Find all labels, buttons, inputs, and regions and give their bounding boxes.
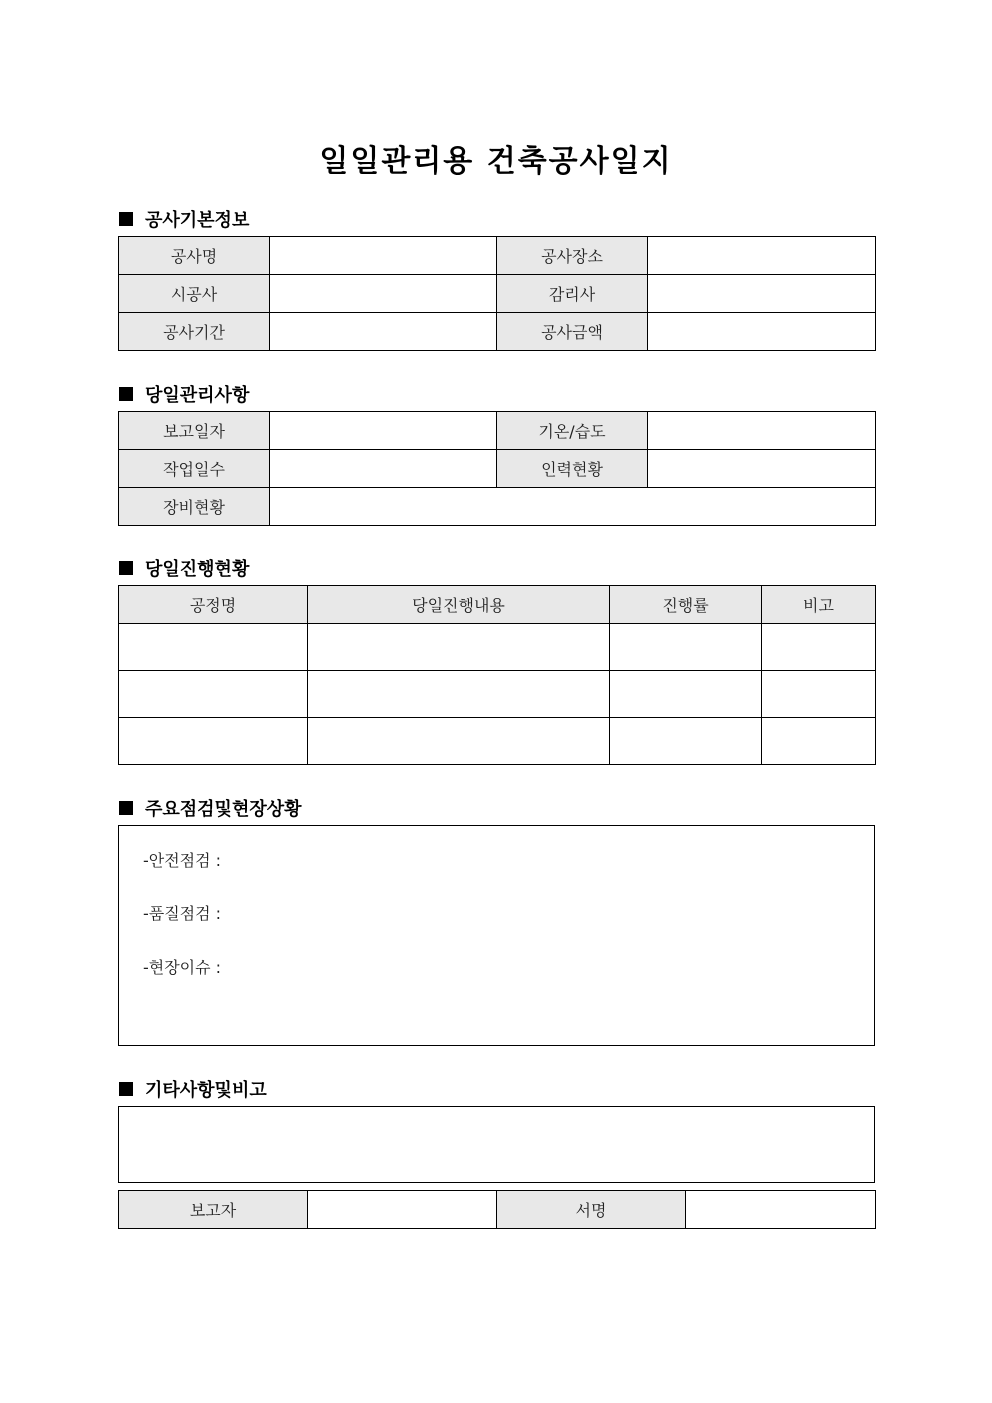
table-row xyxy=(119,275,876,313)
label-cell: 인력현황 xyxy=(497,450,648,488)
section-heading-label: 당일관리사항 xyxy=(145,385,250,406)
project-period-field[interactable] xyxy=(270,313,497,351)
temperature-humidity-field[interactable] xyxy=(648,412,876,450)
label-cell: 서명 xyxy=(497,1191,686,1229)
square-bullet-icon xyxy=(119,801,133,815)
column-header: 당일진행내용 xyxy=(308,586,610,624)
manpower-field[interactable] xyxy=(648,450,876,488)
process-name-cell[interactable] xyxy=(119,718,308,765)
square-bullet-icon xyxy=(119,561,133,575)
label-cell: 장비현황 xyxy=(119,488,270,526)
reporter-field[interactable] xyxy=(308,1191,497,1229)
section-heading-label: 당일진행현황 xyxy=(145,559,250,580)
contractor-field[interactable] xyxy=(270,275,497,313)
table-row xyxy=(119,671,876,718)
label-cell: 시공사 xyxy=(119,275,270,313)
label-cell: 감리사 xyxy=(497,275,648,313)
label-cell: 공사기간 xyxy=(119,313,270,351)
column-header: 진행률 xyxy=(610,586,762,624)
report-date-field[interactable] xyxy=(270,412,497,450)
daily-management-table xyxy=(118,411,876,526)
quality-inspection-line: -품질점검 : xyxy=(143,904,222,923)
project-amount-field[interactable] xyxy=(648,313,876,351)
section-heading-inspection xyxy=(119,795,302,821)
table-row xyxy=(119,237,876,275)
progress-content-cell[interactable] xyxy=(308,671,610,718)
basic-info-table xyxy=(118,236,876,351)
square-bullet-icon xyxy=(119,1082,133,1096)
table-row xyxy=(119,313,876,351)
progress-content-cell[interactable] xyxy=(308,718,610,765)
label-cell: 보고자 xyxy=(119,1191,308,1229)
site-issue-line: -현장이슈 : xyxy=(143,958,222,977)
process-name-cell[interactable] xyxy=(119,624,308,671)
section-heading-progress xyxy=(119,555,249,581)
signature-field[interactable] xyxy=(686,1191,876,1229)
section-heading-remarks xyxy=(119,1076,267,1102)
label-cell: 공사명 xyxy=(119,237,270,275)
section-heading-daily-management xyxy=(119,381,249,407)
progress-rate-cell[interactable] xyxy=(610,718,762,765)
progress-content-cell[interactable] xyxy=(308,624,610,671)
label-cell: 기온/습도 xyxy=(497,412,648,450)
table-row xyxy=(119,1191,876,1229)
label-cell: 보고일자 xyxy=(119,412,270,450)
square-bullet-icon xyxy=(119,212,133,226)
progress-rate-cell[interactable] xyxy=(610,624,762,671)
table-header-row xyxy=(119,586,876,624)
safety-inspection-line: -안전점검 : xyxy=(143,851,222,870)
project-location-field[interactable] xyxy=(648,237,876,275)
work-days-field[interactable] xyxy=(270,450,497,488)
square-bullet-icon xyxy=(119,387,133,401)
table-row xyxy=(119,718,876,765)
table-row xyxy=(119,624,876,671)
label-cell: 공사금액 xyxy=(497,313,648,351)
table-row xyxy=(119,412,876,450)
section-heading-label: 공사기본정보 xyxy=(145,210,250,231)
table-row xyxy=(119,488,876,526)
section-heading-label: 주요점검및현장상황 xyxy=(145,799,302,820)
supervisor-field[interactable] xyxy=(648,275,876,313)
column-header: 공정명 xyxy=(119,586,308,624)
note-cell[interactable] xyxy=(762,671,876,718)
section-heading-basic-info xyxy=(119,206,249,232)
process-name-cell[interactable] xyxy=(119,671,308,718)
signature-table xyxy=(118,1190,876,1229)
note-cell[interactable] xyxy=(762,718,876,765)
equipment-field[interactable] xyxy=(270,488,876,526)
column-header: 비고 xyxy=(762,586,876,624)
remarks-box[interactable] xyxy=(118,1106,875,1183)
progress-rate-cell[interactable] xyxy=(610,671,762,718)
progress-table xyxy=(118,585,876,765)
document-title: 일일관리용 건축공사일지 xyxy=(319,144,673,179)
table-row xyxy=(119,450,876,488)
label-cell: 작업일수 xyxy=(119,450,270,488)
section-heading-label: 기타사항및비고 xyxy=(145,1080,267,1101)
note-cell[interactable] xyxy=(762,624,876,671)
label-cell: 공사장소 xyxy=(497,237,648,275)
project-name-field[interactable] xyxy=(270,237,497,275)
inspection-box[interactable] xyxy=(118,825,875,1046)
